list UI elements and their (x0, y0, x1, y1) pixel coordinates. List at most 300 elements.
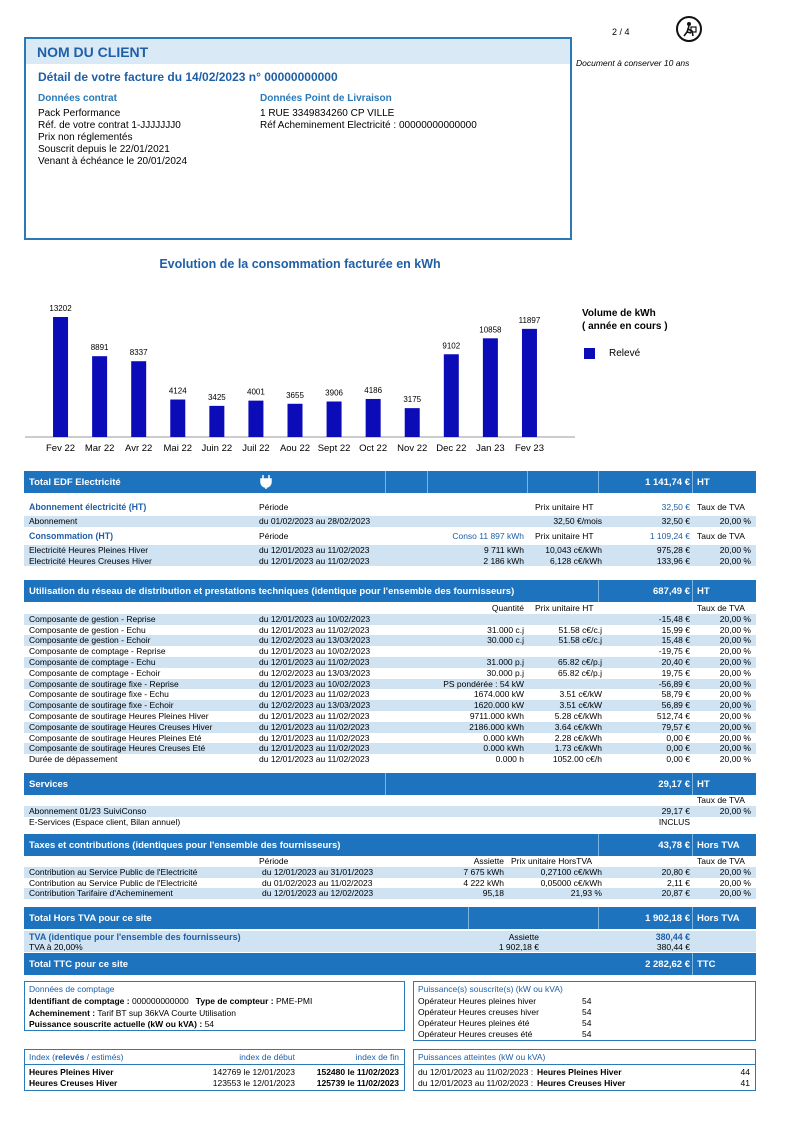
cell-label: Composante de gestion - Reprise (29, 613, 156, 624)
x-tick-label: Oct 22 (359, 443, 388, 454)
cell-start: 123553 le 12/01/2023 (212, 1078, 295, 1088)
cell-value: 54 (582, 996, 592, 1006)
bar-aou-22 (288, 404, 303, 437)
comptage-ach-line (25, 1008, 404, 1020)
legend-title-line: ( année en cours ) (582, 321, 668, 332)
total-ttc-unit: TTC (697, 959, 716, 970)
bar-avr-22 (131, 361, 146, 437)
cell-label: Opérateur Heures pleines hiver (418, 996, 537, 1006)
cell-end: 125739 le 11/02/2023 (316, 1078, 399, 1088)
cell-vat: 20,00 % (719, 743, 751, 754)
cell-value: 54 (582, 1018, 592, 1028)
total-ttc-bar (24, 953, 756, 975)
periode-header: Période (259, 856, 289, 866)
abonnement-label: Abonnement électricité (HT) (29, 502, 147, 512)
comptage-ps-value: 54 (204, 1019, 215, 1029)
cell-label: Composante de gestion - Echoir (29, 635, 151, 646)
cell-period: du 12/01/2023 au 11/02/2023 (259, 732, 370, 743)
cell-amount: 20,87 € (661, 888, 690, 899)
cell-amount: 512,74 € (656, 710, 690, 721)
list-item (414, 1067, 755, 1078)
index-heading-pre: Index ( (29, 1052, 55, 1062)
cell-price: 51.58 c€/c.j (558, 624, 602, 635)
data-label: 13202 (49, 304, 72, 313)
cell-label: Contribution au Service Public de l'Electricité (29, 866, 198, 877)
list-item (414, 1078, 755, 1089)
table-row (24, 635, 756, 646)
index-fin-header: index de fin (355, 1052, 399, 1062)
x-tick-label: Sept 22 (317, 443, 351, 454)
reseau-rows (24, 614, 756, 765)
index-heading-releves: relevés (55, 1052, 85, 1062)
ps-rows (414, 996, 755, 1040)
data-label: 3425 (207, 392, 226, 402)
cell-period: du 12/02/2023 au 13/03/2023 (259, 700, 371, 711)
cell-period: du 12/01/2023 au 10/02/2023 (259, 613, 371, 624)
cell-period: du 12/01/2023 au 10/02/2023 (259, 678, 371, 689)
table-row (24, 743, 756, 754)
cell-label: Composante de soutirage fixe - Reprise (29, 678, 179, 689)
table-row (24, 878, 756, 889)
reseau-amount: 687,49 € (653, 586, 690, 597)
reseau-bar (24, 580, 756, 602)
data-label: 4124 (168, 386, 187, 396)
cell-amount: -56,89 € (658, 678, 690, 689)
cell-quantity: 9711.000 kWh (469, 710, 524, 721)
table-row (24, 754, 756, 765)
edf-title: Total EDF Electricité (29, 477, 121, 488)
cell-period: du 12/01/2023 au 11/02/2023 (259, 754, 370, 765)
comptage-ach-label: Acheminement : (29, 1007, 96, 1018)
cell-amount: -19,75 € (658, 646, 690, 657)
cell-label: Abonnement (29, 516, 78, 526)
cell-amount: 133,96 € (656, 555, 690, 566)
taxes-title: Taxes et contributions (identiques pour l'ensemble des fournisseurs) (29, 840, 341, 851)
cell-label: Composante de soutirage Heures Creuses Hiver (29, 721, 213, 732)
chart-title: Evolution de la consommation facturée en kWh (159, 257, 441, 271)
table-row (24, 516, 756, 527)
cell-price: 65.82 c€/p.j (558, 667, 602, 678)
cell-amount: 56,89 € (661, 700, 690, 711)
cell-label: Heures Creuses Hiver (537, 1078, 626, 1088)
cell-period: du 12/01/2023 au 11/02/2023 : (418, 1078, 534, 1088)
cell-amount: 0,00 € (666, 754, 690, 765)
cell-price: 1052.00 c€/h (552, 754, 602, 765)
taxes-bar (24, 834, 756, 856)
periode-header: Période (259, 530, 289, 541)
x-tick-label: Fev 23 (514, 443, 544, 454)
list-item (414, 1029, 755, 1040)
cell-vat: 20,00 % (719, 721, 751, 732)
services-amount: 29,17 € (658, 779, 690, 790)
cell-price: 1.73 c€/kWh (554, 743, 602, 754)
x-tick-label: Dec 22 (436, 443, 467, 454)
cell-label: Composante de gestion - Echu (29, 624, 146, 635)
comptage-heading: Données de comptage (29, 984, 115, 994)
cell-period: du 12/02/2023 au 13/03/2023 (259, 635, 371, 646)
services-unit: HT (697, 779, 710, 790)
cell-value: 41 (740, 1078, 750, 1088)
cell-amount: 15,99 € (661, 624, 690, 635)
cell-amount: 19,75 € (661, 667, 690, 678)
cell-quantity: 2186.000 kWh (469, 721, 524, 732)
cell-label: Composante de soutirage Heures Pleines Eté (29, 732, 202, 743)
cell-base: 4 222 kWh (463, 877, 504, 888)
cell-amount: 2,11 € (666, 877, 690, 888)
cell-price: 65.82 c€/p.j (558, 656, 602, 667)
index-heading-post: / estimés) (84, 1052, 124, 1062)
x-tick-label: Nov 22 (397, 443, 428, 454)
x-tick-label: Juin 22 (201, 443, 233, 454)
taxes-header (24, 856, 756, 867)
tva-base: 1 902,18 € (498, 942, 539, 952)
total-ttc-amount: 2 282,62 € (645, 959, 690, 970)
puissances-souscrites-box (413, 981, 756, 1041)
taxes-unit: Hors TVA (697, 840, 740, 851)
cell-label: E-Services (Espace client, Bilan annuel) (29, 816, 181, 827)
data-label: 8891 (90, 343, 109, 353)
cell-label: Opérateur Heures creuses été (418, 1029, 533, 1039)
x-tick-label: Aou 22 (279, 443, 311, 454)
cell-period: du 12/01/2023 au 12/02/2023 (262, 888, 374, 899)
puissances-souscrites-heading: Puissance(s) souscrite(s) (kW ou kVA) (418, 984, 563, 994)
cell-vat: 20,00 % (719, 866, 751, 877)
cell-amount: 15,48 € (661, 635, 690, 646)
index-rows (25, 1067, 404, 1089)
reseau-header (24, 603, 756, 614)
bar-mai-22 (170, 400, 185, 437)
list-item (25, 1078, 404, 1089)
services-bar (24, 773, 756, 795)
cell-label: Composante de comptage - Reprise (29, 646, 166, 657)
legend-title-line: Volume de kWh (582, 308, 656, 319)
cell-label: Electricité Heures Pleines Hiver (29, 544, 149, 555)
cell-label: Abonnement 01/23 SuiviConso (29, 805, 147, 816)
contract-line: Prix non réglementés (38, 132, 133, 143)
cell-label: Composante de comptage - Echoir (29, 667, 161, 678)
bar-juin-22 (209, 406, 224, 437)
cell-amount: 79,57 € (661, 721, 690, 732)
consommation-header (24, 530, 756, 543)
cell-vat: 20,00 % (719, 754, 751, 765)
cell-vat: 20,00 % (719, 646, 751, 657)
cell-price: 0,05000 c€/kWh (540, 877, 602, 888)
cell-amount: 20,80 € (661, 866, 690, 877)
table-row (24, 711, 756, 722)
table-row (24, 689, 756, 700)
cell-quantity: 31.000 p.j (486, 656, 524, 667)
cell-quantity: 30.000 c.j (487, 635, 524, 646)
recycling-icon (676, 16, 702, 42)
cell-quantity: 30.000 p.j (486, 667, 524, 678)
contract-line: Venant à échéance le 20/01/2024 (38, 156, 188, 167)
comptage-ach-value: Tarif BT sup 36kVA Courte Utilisation (97, 1007, 236, 1018)
cell-quantity: 0.000 kWh (483, 743, 524, 754)
bar-jan-23 (483, 338, 498, 437)
edf-unit: HT (697, 477, 710, 488)
cell-label: Opérateur Heures creuses hiver (418, 1007, 539, 1017)
table-row (24, 556, 756, 567)
cell-label: Heures Pleines Hiver (537, 1067, 622, 1077)
plug-icon (260, 475, 272, 492)
cell-period: du 12/01/2023 au 11/02/2023 (259, 689, 370, 700)
legend-title (582, 307, 668, 333)
cell-quantity: 0.000 kWh (483, 732, 524, 743)
cell-period: du 01/02/2023 au 11/02/2023 (262, 877, 373, 888)
table-row (24, 625, 756, 636)
data-label: 10858 (479, 325, 502, 335)
tva-value: 380,44 € (656, 942, 690, 952)
puissances-atteintes-heading: Puissances atteintes (kW ou kVA) (414, 1050, 755, 1065)
cell-quantity: 9 711 kWh (483, 544, 524, 555)
list-item (414, 996, 755, 1007)
taxes-block (24, 834, 756, 899)
periode-header: Période (259, 502, 289, 512)
index-header (25, 1050, 404, 1065)
cell-price: 32,50 €/mois (553, 516, 602, 526)
bar-fev-22 (53, 317, 68, 437)
table-row (24, 700, 756, 711)
cell-amount: 975,28 € (656, 544, 690, 555)
contract-line: Souscrit depuis le 22/01/2021 (38, 144, 170, 155)
cell-quantity: 31.000 c.j (487, 624, 524, 635)
delivery-line: 1 RUE 3349834260 CP VILLE (260, 108, 395, 119)
data-label: 3655 (286, 390, 304, 400)
cell-period: du 12/01/2023 au 11/02/2023 : (418, 1067, 534, 1077)
cell-amount: 20,40 € (661, 656, 690, 667)
cell-label: Composante de soutirage Heures Creuses Eté (29, 743, 206, 754)
comptage-type-label: Type de compteur : (195, 996, 274, 1006)
cell-period: du 12/01/2023 au 11/02/2023 (259, 544, 370, 555)
comptage-box (24, 981, 405, 1031)
cell-vat: 20,00 % (719, 888, 751, 899)
cell-price: 21,93 % (570, 888, 602, 899)
data-label: 4001 (247, 387, 265, 397)
table-row (24, 888, 756, 899)
cell-amount: INCLUS (658, 816, 690, 827)
cell-vat: 20,00 % (719, 678, 751, 689)
comptage-id-label: Identifiant de comptage : (29, 996, 130, 1006)
cell-vat: 20,00 % (719, 805, 751, 816)
data-label: 11897 (518, 315, 541, 325)
total-hors-tva-amount: 1 902,18 € (645, 913, 690, 924)
cell-label: Composante de comptage - Echu (29, 656, 156, 667)
abonnement-header (24, 501, 756, 514)
cell-period: du 12/01/2023 au 11/02/2023 (259, 624, 370, 635)
list-item (414, 1007, 755, 1018)
consommation-label: Consommation (HT) (29, 530, 114, 541)
bar-mar-22 (92, 356, 107, 437)
bar-dec-22 (444, 354, 459, 437)
comptage-id-value: 000000000000 (131, 996, 189, 1006)
legend-label: Relevé (609, 348, 641, 359)
cell-price: 2.28 c€/kWh (554, 732, 602, 743)
cell-quantity: 2 186 kWh (483, 555, 524, 566)
cell-vat: 20,00 % (719, 667, 751, 678)
cell-label: Composante de soutirage fixe - Echu (29, 689, 169, 700)
table-row (24, 806, 756, 817)
cell-vat: 20,00 % (719, 689, 751, 700)
cell-price: 3.64 c€/kWh (554, 721, 602, 732)
comptage-id-line (25, 996, 404, 1008)
bar-juil-22 (248, 401, 263, 437)
table-row (24, 722, 756, 733)
assiette-header: Assiette (473, 856, 504, 866)
prix-unitaire-header: Prix unitaire HT (535, 603, 594, 613)
cell-value: 54 (582, 1029, 592, 1039)
cell-label: Contribution Tarifaire d'Acheminement (29, 888, 173, 899)
taxes-amount: 43,78 € (658, 840, 690, 851)
cell-vat: 20,00 % (719, 516, 751, 526)
delivery-section (260, 93, 477, 132)
x-tick-label: Juil 22 (242, 443, 270, 454)
table-row (24, 668, 756, 679)
cell-period: du 12/01/2023 au 11/02/2023 (259, 555, 370, 566)
tva-label: TVA (identique pour l'ensemble des fournisseurs) (29, 932, 241, 942)
taux-tva-header: Taux de TVA (697, 530, 745, 541)
services-rows (24, 806, 756, 828)
cell-quantity: PS pondérée : 54 kW (443, 678, 524, 689)
cell-label: Durée de dépassement (29, 754, 118, 765)
cell-price: 10,043 c€/kWh (545, 544, 602, 555)
cell-label: Composante de soutirage Heures Pleines Hiver (29, 710, 209, 721)
services-title: Services (29, 779, 69, 790)
cell-price: 6,128 c€/kWh (550, 555, 602, 566)
cell-vat: 20,00 % (719, 732, 751, 743)
totals-block (24, 907, 756, 975)
table-row (24, 545, 756, 556)
comptage-type-value: PME-PMI (275, 996, 313, 1006)
data-label: 8337 (129, 348, 148, 358)
tva-amount: 380,44 € (655, 932, 690, 942)
cell-amount: 0,00 € (666, 743, 690, 754)
cell-period: du 12/01/2023 au 31/01/2023 (262, 866, 374, 877)
cell-value: 44 (740, 1067, 750, 1077)
data-label: 9102 (442, 341, 461, 351)
index-debut-header: index de début (239, 1052, 295, 1062)
cell-period: du 12/01/2023 au 11/02/2023 (259, 721, 370, 732)
cell-vat: 20,00 % (719, 710, 751, 721)
conso-rows (24, 545, 756, 567)
pa-rows (414, 1067, 755, 1089)
x-tick-label: Jan 23 (476, 443, 505, 454)
taxes-rows (24, 867, 756, 899)
cell-label: Opérateur Heures pleines été (418, 1018, 530, 1028)
edf-bar (24, 471, 756, 493)
cell-vat: 20,00 % (719, 624, 751, 635)
cell-label: Composante de soutirage fixe - Echoir (29, 700, 174, 711)
contract-line: Réf. de votre contrat 1-JJJJJJJ0 (38, 120, 181, 131)
total-hors-tva-label: Total Hors TVA pour ce site (29, 913, 152, 924)
cell-vat: 20,00 % (719, 635, 751, 646)
list-item (25, 1067, 404, 1078)
invoice-title: Détail de votre facture du 14/02/2023 n° 00000000000 (38, 70, 338, 84)
table-row (24, 646, 756, 657)
cell-price: 3.51 c€/kW (559, 689, 602, 700)
bar-oct-22 (366, 399, 381, 437)
quantite-header: Quantité (491, 603, 524, 613)
cell-vat: 20,00 % (719, 656, 751, 667)
cell-period: du 12/01/2023 au 10/02/2023 (259, 646, 371, 657)
cell-label: Electricité Heures Creuses Hiver (29, 555, 152, 566)
cell-price: 3.51 c€/kW (559, 700, 602, 711)
reseau-block (24, 580, 756, 765)
cell-base: 7 675 kWh (463, 866, 504, 877)
edf-block (24, 471, 756, 566)
cell-label: Contribution au Service Public de l'Electricité (29, 877, 198, 888)
services-block (24, 773, 756, 827)
comptage-ps-line (25, 1019, 404, 1031)
cell-quantity: 1674.000 kW (473, 689, 524, 700)
cell-amount: 29,17 € (661, 805, 690, 816)
prix-unitaire-header: Prix unitaire HT (535, 530, 594, 541)
edf-amount: 1 141,74 € (645, 477, 690, 488)
conso-total: 1 109,24 € (649, 530, 690, 541)
data-label: 4186 (364, 385, 383, 395)
data-label: 3906 (325, 388, 343, 398)
cell-period: du 12/02/2023 au 13/03/2023 (259, 667, 371, 678)
cell-label: Heures Pleines Hiver (29, 1067, 114, 1077)
bar-sept-22 (327, 401, 342, 437)
x-tick-label: Mai 22 (163, 443, 193, 454)
cell-quantity: 0.000 h (495, 754, 524, 765)
x-tick-label: Fev 22 (46, 443, 76, 454)
cell-period: du 12/01/2023 au 11/02/2023 (259, 743, 370, 754)
client-name: NOM DU CLIENT (26, 39, 570, 64)
prix-unitaire-header: Prix unitaire HorsTVA (511, 856, 593, 866)
bar-nov-22 (405, 408, 420, 437)
cell-amount: 32,50 € (661, 516, 690, 526)
tva-rate-label: TVA à 20,00% (29, 942, 83, 952)
consumption-chart (0, 290, 580, 460)
cell-vat: 20,00 % (719, 544, 751, 555)
cell-period: du 12/01/2023 au 11/02/2023 (259, 710, 370, 721)
cell-amount: 0,00 € (666, 732, 690, 743)
legend-swatch (584, 348, 595, 359)
table-row (24, 817, 756, 828)
tva-section (24, 931, 756, 952)
table-row (24, 867, 756, 878)
services-header (24, 795, 756, 806)
cell-end: 152480 le 11/02/2023 (316, 1067, 399, 1077)
cell-label: Heures Creuses Hiver (29, 1078, 118, 1088)
list-item (414, 1018, 755, 1029)
taux-tva-header: Taux de TVA (697, 502, 745, 512)
cell-price: 51.58 c€/c.j (558, 635, 602, 646)
cell-base: 95,18 (482, 888, 504, 899)
cell-period: du 12/01/2023 au 11/02/2023 (259, 656, 370, 667)
client-box (24, 37, 572, 240)
cell-vat: 20,00 % (719, 555, 751, 566)
contract-heading: Données contrat (38, 93, 117, 104)
cell-value: 54 (582, 1007, 592, 1017)
data-label: 3175 (403, 395, 422, 405)
cell-amount: 58,79 € (661, 689, 690, 700)
contract-line: Pack Performance (38, 108, 121, 119)
cell-start: 142769 le 12/01/2023 (212, 1067, 295, 1077)
reseau-unit: HT (697, 586, 710, 597)
total-ttc-label: Total TTC pour ce site (29, 959, 129, 970)
index-box (24, 1049, 405, 1091)
cell-vat: 20,00 % (719, 877, 751, 888)
table-row (24, 679, 756, 690)
table-row (24, 733, 756, 744)
prix-unitaire-header: Prix unitaire HT (535, 502, 594, 512)
delivery-heading: Données Point de Livraison (260, 93, 392, 104)
contract-section (38, 93, 187, 168)
taux-tva-header: Taux de TVA (697, 603, 745, 613)
abonnement-total: 32,50 € (661, 502, 690, 512)
